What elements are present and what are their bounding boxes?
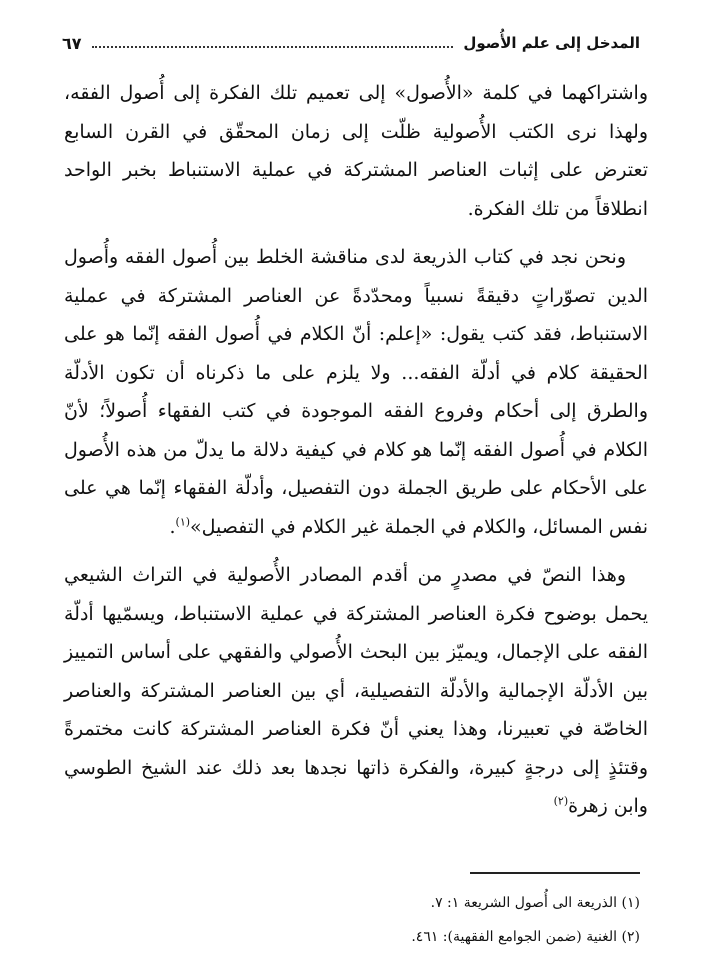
footnote-1 (64, 886, 640, 920)
page-number: ٦٧ (62, 33, 82, 53)
header-leader-dots (92, 46, 454, 48)
footnote-2 (64, 920, 640, 954)
header-title: المدخل إلى علم الأُصول (463, 34, 640, 52)
footnote-text: الغنية (ضمن الجوامع الفقهية): ٤٦١. (411, 929, 618, 945)
running-header (62, 30, 640, 56)
paragraph-3 (64, 556, 648, 826)
paragraph-text: واشتراكهما في كلمة «الأُصول» إلى تعميم تلك الفكرة إلى أُصول الفقه، ولهذا نرى الكتب الأُصولية ظلّت إلى زمان المحقّق في القرن السابع تعترض على إثبات العناصر المشتركة في عملية الاستنباط بخبر الواحد انطلاقاً من تلك الفكرة. (64, 82, 648, 220)
footnote-separator (470, 872, 640, 874)
footnote-marker-2[interactable]: (٢) (553, 794, 569, 808)
page-body (64, 74, 648, 836)
footnote-marker-1[interactable]: (١) (175, 515, 191, 529)
paragraph-1 (64, 74, 648, 228)
footnote-number: (٢) (621, 929, 640, 945)
paragraph-2 (64, 238, 648, 546)
paragraph-end-punct: . (169, 515, 176, 538)
paragraph-text: وهذا النصّ في مصدرٍ من أقدم المصادر الأُصولية في التراث الشيعي يحمل بوضوح فكرة العناصر المشتركة في عملية الاستنباط، ويسمّيها أدلّة الفقه على الإجمال، ويميّز بين البحث الأُصولي والفقهي على أساس التمييز بين الأدلّة الإجمالية والأدلّة التفصيلية، أي بين العناصر المشتركة والعناصر الخاصّة في تعبيرنا، وهذا يعني أنّ فكرة العناصر المشتركة كانت مختمرةً وقتئذٍ إلى درجةٍ كبيرة، والفكرة ذاتها نجدها بعد ذلك عند الشيخ الطوسي وابن زهرة (64, 564, 648, 817)
footnotes (64, 886, 640, 954)
paragraph-text: ونحن نجد في كتاب الذريعة لدى مناقشة الخلط بين أُصول الفقه وأُصول الدين تصوّراتٍ دقيقةً نسبياً ومحدّدةً عن العناصر المشتركة في عملية الاستنباط، فقد كتب يقول: «إعلم: أنّ الكلام في أُصول الفقه إنّما هو على الحقيقة كلام في أدلّة الفقه... ولا يلزم على ما ذكرناه أن تكون الأدلّة والطرق إلى أحكام وفروع الفقه الموجودة في كتب الفقهاء أُصولاً؛ لأنّ الكلام في أُصول الفقه إنّما هو كلام في كيفية دلالة ما يدلّ من هذه الأُصول على الأحكام على طريق الجملة دون التفصيل، وأدلّة الفقهاء إنّما هي على نفس المسائل، والكلام في الجملة غير الكلام في التفصيل» (64, 246, 648, 538)
footnote-number: (١) (621, 895, 640, 911)
footnote-text: الذريعة الى أُصول الشريعة ١: ٧. (430, 895, 618, 911)
